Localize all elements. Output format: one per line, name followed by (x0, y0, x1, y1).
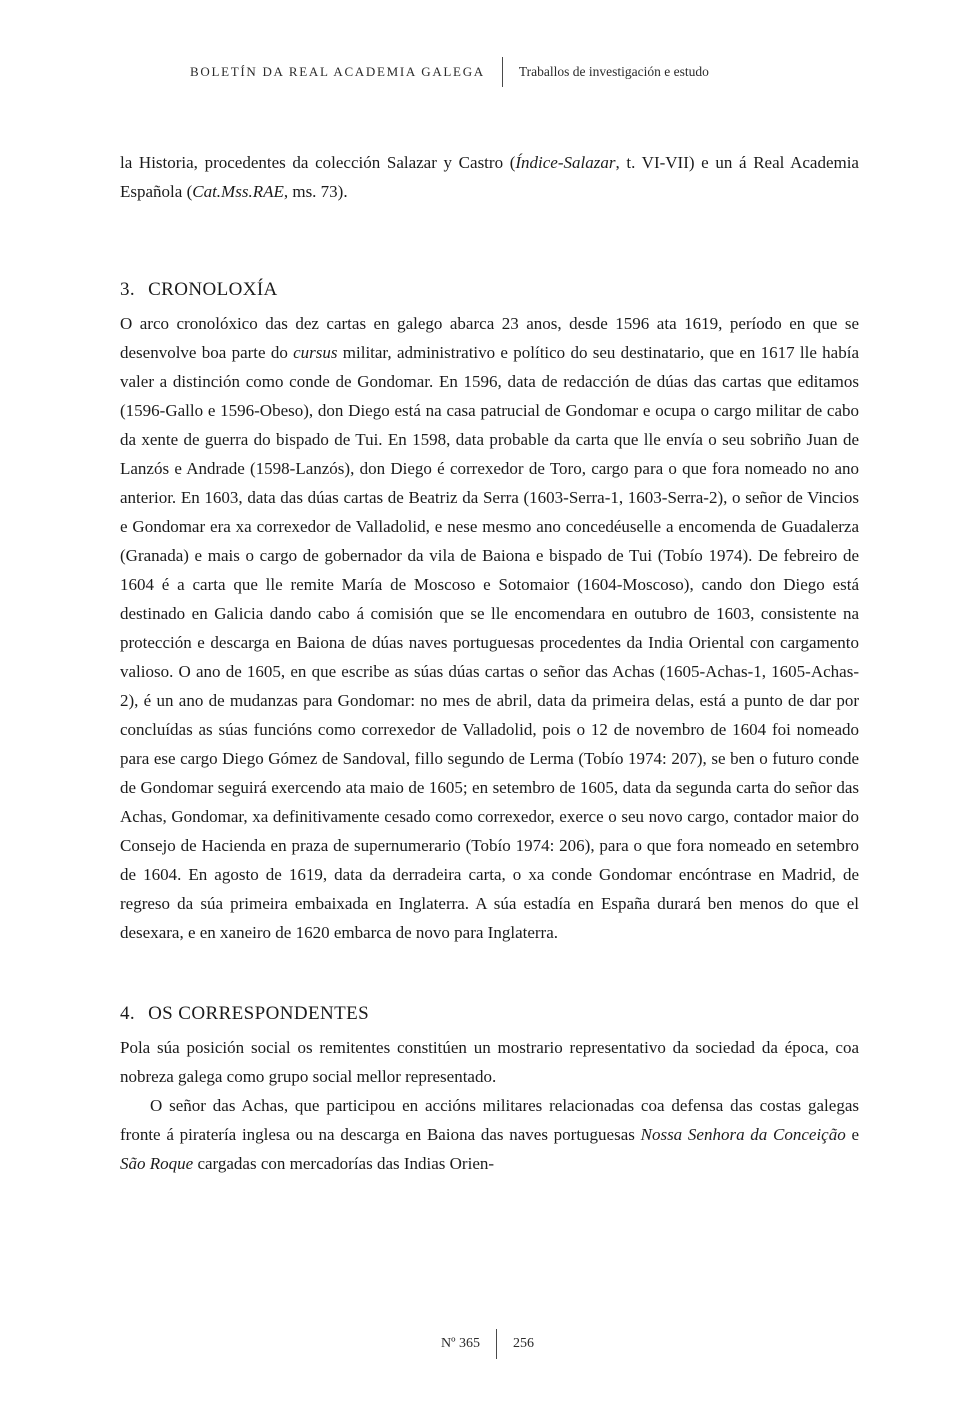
page-number: 256 (512, 1336, 534, 1351)
issue-number: Nº 365 (441, 1336, 480, 1351)
footer-divider (496, 1329, 497, 1359)
body-text: O señor das Achas, que participou en accións militares relacionadas coa defensa das costas galegas fronte á piratería inglesa ou na descarga en Baiona das naves portuguesas (120, 1096, 859, 1144)
section-heading-cronoloxia (120, 277, 859, 303)
italic-term: cursus (293, 343, 338, 362)
section4-paragraph-1: Pola súa posición social os remitentes constitúen un mostrario representativo da sociedad da época, coa nobreza galega como grupo social mellor representado. (120, 1038, 859, 1086)
article-body (120, 148, 859, 1178)
italic-citation: Índice-Salazar (515, 153, 616, 172)
body-text: cargadas con mercadorías das Indias Orien- (193, 1154, 495, 1173)
section-heading-correspondentes (120, 1001, 859, 1027)
journal-title: BOLETÍN DA REAL ACADEMIA GALEGA (190, 64, 485, 79)
intro-paragraph (120, 148, 859, 206)
intro-text: , ms. 73). (283, 182, 348, 201)
italic-ship-name: São Roque (120, 1154, 194, 1173)
section-number: 3. (120, 279, 136, 300)
header-divider (502, 57, 503, 87)
header-section-label: Traballos de investigación e estudo (518, 64, 709, 79)
italic-citation: Cat.Mss.RAE (192, 182, 284, 201)
intro-text: la Historia, procedentes da colección Salazar y Castro ( (120, 153, 516, 172)
section-number: 4. (120, 1003, 136, 1024)
page-footer (0, 1328, 975, 1360)
intro-text: , t. VI-VII) e un á Real Academia Española ( (120, 153, 859, 201)
body-text: e (845, 1125, 859, 1144)
section4-paragraph-2 (120, 1091, 859, 1178)
italic-ship-name: Nossa Senhora da Conceição (640, 1125, 846, 1144)
section-title: OS CORRESPONDENTES (148, 1003, 370, 1024)
section-title: CRONOLOXÍA (148, 279, 278, 300)
body-text: O arco cronolóxico das dez cartas en galego abarca 23 anos, desde 1596 ata 1619, período en que se desenvolve boa parte do (120, 314, 859, 362)
body-text: militar, administrativo e político do seu destinatario, que en 1617 lle había valer a distinción como conde de Gondomar. En 1596, data de redacción de dúas das cartas que editamos (1596-Gallo e 1596-Obeso), don Diego está na casa patrucial de Gondomar e ocupa o cargo militar de cabo da xente de guerra do bispado de Tui. En 1598, data probable da carta que lle envía o seu sobriño Juan de Lanzós e Andrade (1598-Lanzós), don Diego é correxedor de Toro, cargo para o que fora nomeado no ano anterior. En 1603, data das dúas cartas de Beatriz da Serra (1603-Serra-1, 1603-Serra-2), o señor de Vincios e Gondomar era xa correxedor de Valladolid, e nese mesmo ano concedéuselle a encomenda de Guadalerza (Granada) e mais o cargo de gobernador da vila de Baiona e bispado de Tui (Tobío 1974). De febreiro de 1604 é a carta que lle remite María de Moscoso e Sotomaior (1604-Moscoso), cando don Diego está destinado en Galicia dando cabo á comisión que se lle encomendara en outubro de 1603, consistente na protección e descarga en Baiona de dúas naves portuguesas procedentes da India Oriental con cargamento valioso. O ano de 1605, en que escribe as súas dúas cartas o señor das Achas (1605-Achas-1, 1605-Achas-2), é un ano de mudanzas para Gondomar: no mes de abril, data da primeira delas, está a punto de dar por concluídas as súas funcións como correxedor de Valladolid, pois o 12 de novembro de 1604 foi nomeado para ese cargo Diego Gómez de Sandoval, fillo segundo de Lerma (Tobío 1974: 207), se ben o futuro conde de Gondomar seguirá exercendo ata maio de 1605; en setembro de 1605, data da segunda carta do señor das Achas, Gondomar, xa definitivamente cesado como correxedor, exerce o seu novo cargo, contador maior do Consejo de Hacienda en praza de supernumerario (Tobío 1974: 206), para o que fora nomeado en setembro de 1604. En agosto de 1619, data da derradeira carta, o xa conde Gondomar encóntrase en Madrid, de regreso da súa primeira embaixada en Inglaterra. A súa estadía en España durará ben menos do que el desexara, e en xaneiro de 1620 embarca de novo para Inglaterra. (120, 343, 859, 942)
section3-paragraph (120, 309, 859, 947)
page-header (190, 56, 709, 88)
